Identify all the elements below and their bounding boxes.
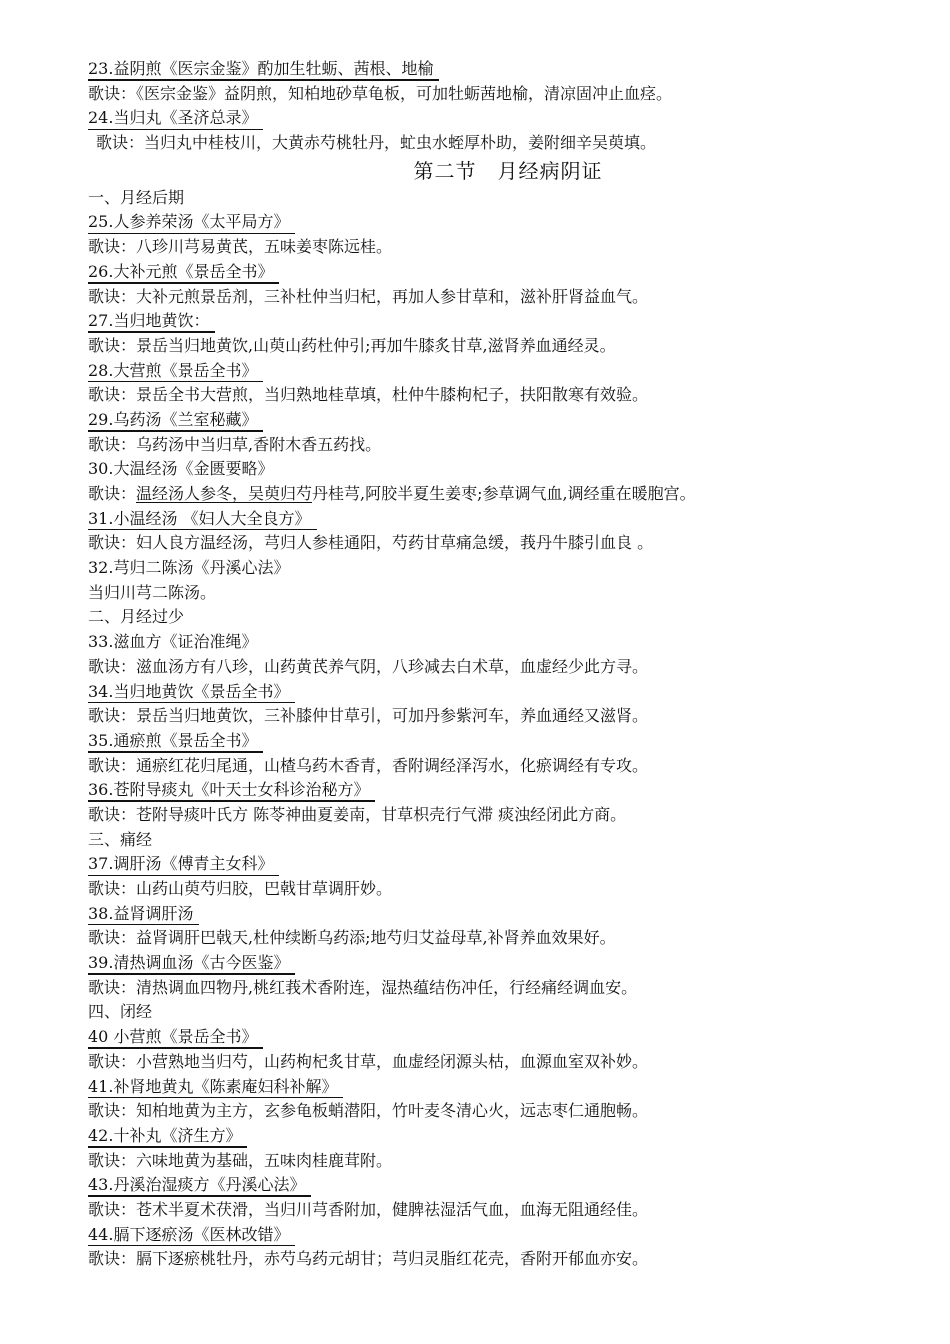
formula-title: 27.当归地黄饮： [88,309,215,334]
formula-title: 39.清热调血汤《古今医鉴》 [88,951,295,976]
formula-title-line [88,630,928,655]
formula-title-line [88,1124,928,1149]
formula-verse: 歌诀：小营熟地当归芍，山药枸杞炙甘草，血虚经闭源头枯，血源血室双补妙。 [88,1051,649,1071]
formula-title-line [88,408,928,433]
formula-title: 四、闭经 [88,1002,153,1022]
formula-title: 28.大营煎《景岳全书》 [88,359,263,384]
formula-verse: 歌诀：景岳当归地黄饮，三补膝仲甘草引，可加丹参紫河车，养血通经又滋肾。 [88,706,649,726]
formula-verse: 歌诀：膈下逐瘀桃牡丹，赤芍乌药元胡甘；芎归灵脂红花壳，香附开郁血亦安。 [88,1249,649,1269]
formula-title: 40 小营煎《景岳全书》 [88,1025,263,1050]
section-heading: 第二节 月经病阴证 [413,158,603,183]
formula-title: 32.芎归二陈汤《丹溪心法》 [88,558,290,578]
formula-verse: 歌诀：《医宗金鉴》益阴煎，知柏地砂草龟板，可加牡蛎茜地榆，清凉固冲止血痉。 [88,83,673,103]
formula-title-line [88,1173,928,1198]
formula-list-top [88,57,928,156]
formula-title: 23.益阴煎《医宗金鉴》酌加生牡蛎、茜根、地榆 [88,57,439,82]
formula-verse: 歌诀：清热调血四物丹,桃红莪术香附连，湿热蕴结伤冲任，行经痛经调血安。 [88,977,638,997]
formula-verse [88,482,928,507]
formula-list [88,186,928,1272]
formula-title: 42.十补丸《济生方》 [88,1124,247,1149]
document-page [88,57,928,1272]
formula-title: 34.当归地黄饮《景岳全书》 [88,680,295,705]
formula-title-line [88,507,928,532]
formula-verse: 歌诀：大补元煎景岳剂，三补杜仲当归杞，再加人参甘草和，滋补肝肾益血气。 [88,286,649,306]
formula-title-line [88,729,928,754]
formula-title-line [88,186,928,211]
formula-title: 30.大温经汤《金匮要略》 [88,459,274,479]
formula-verse: 歌诀：景岳当归地黄饮,山萸山药杜仲引;再加牛膝炙甘草,滋肾养血通经灵。 [88,335,616,355]
formula-title-line [88,457,928,482]
formula-title: 41.补肾地黄丸《陈素庵妇科补解》 [88,1075,343,1100]
formula-title-line [88,951,928,976]
formula-title-line [88,1223,928,1248]
verse-underlined: 温经汤人参冬，吴萸归芍 [136,484,313,503]
formula-title: 43.丹溪治湿痰方《丹溪心法》 [88,1173,311,1198]
formula-title-line [88,556,928,581]
formula-title-line [88,1075,928,1100]
formula-title-line [88,57,928,82]
formula-title-line [88,778,928,803]
formula-title-line [88,902,928,927]
formula-title: 44.膈下逐瘀汤《医林改错》 [88,1223,295,1248]
formula-verse: 歌诀：景岳全书大营煎，当归熟地桂草填，杜仲牛膝枸杞子，扶阳散寒有效验。 [88,385,649,405]
formula-verse: 歌诀：当归丸中桂枝川，大黄赤芍桃牡丹，虻虫水蛭厚朴助，姜附细辛吴萸填。 [96,133,657,153]
formula-title: 三、痛经 [88,829,153,849]
formula-verse: 歌诀：乌药汤中当归草,香附木香五药找。 [88,434,382,454]
formula-title-line [88,852,928,877]
formula-verse: 歌诀：滋血汤方有八珍，山药黄芪养气阴，八珍减去白术草，血虚经少此方寻。 [88,656,649,676]
formula-title: 24.当归丸《圣济总录》 [88,106,263,131]
formula-verse: 歌诀：六味地黄为基础，五味肉桂鹿茸附。 [88,1150,393,1170]
formula-title: 31.小温经汤 《妇人大全良方》 [88,507,317,532]
formula-title-line [88,106,928,131]
formula-title: 一、月经后期 [88,187,185,207]
formula-title: 25.人参养荣汤《太平局方》 [88,210,295,235]
formula-title-line [88,359,928,384]
formula-title-line [88,210,928,235]
formula-title: 35.通瘀煎《景岳全书》 [88,729,263,754]
verse-text: 歌诀： [88,484,137,503]
formula-verse: 歌诀：知柏地黄为主方，玄参龟板蛸潜阳，竹叶麦冬清心火，远志枣仁通胞畅。 [88,1101,649,1121]
formula-title: 29.乌药汤《兰室秘藏》 [88,408,263,433]
formula-title-line [88,680,928,705]
formula-title: 37.调肝汤《傅青主女科》 [88,852,279,877]
formula-verse: 歌诀：苍附导痰叶氏方 陈苓神曲夏姜南，甘草枳壳行气滞 痰浊经闭此方商。 [88,804,627,824]
formula-title-line [88,605,928,630]
formula-title: 38.益肾调肝汤 [88,902,199,927]
formula-verse: 歌诀：妇人良方温经汤，芎归人参桂通阳，芍药甘草痛急缓，莪丹牛膝引血良 。 [88,533,654,553]
formula-verse: 歌诀：通瘀红花归尾通，山楂乌药木香青，香附调经泽泻水，化瘀调经有专攻。 [88,755,649,775]
formula-title-line [88,1025,928,1050]
formula-verse: 歌诀：八珍川芎易黄芪，五味姜枣陈远桂。 [88,237,393,257]
formula-title-line [88,828,928,853]
formula-title: 33.滋血方《证治准绳》 [88,632,258,652]
formula-title-line [88,1000,928,1025]
formula-verse: 歌诀：山药山萸芍归胶，巴戟甘草调肝妙。 [88,879,393,898]
formula-verse: 歌诀：苍术半夏术茯滑，当归川芎香附加，健脾祛湿活气血，血海无阻通经佳。 [88,1199,649,1219]
formula-title: 二、月经过少 [88,607,185,627]
formula-title: 36.苍附导痰丸《叶天士女科诊治秘方》 [88,778,375,803]
formula-verse: 歌诀：益肾调肝巴戟天,杜仲续断乌药添;地芍归艾益母草,补肾养血效果好。 [88,928,616,948]
formula-title-line [88,309,928,334]
formula-title: 26.大补元煎《景岳全书》 [88,260,279,285]
verse-text: 丹桂芎,阿胶半夏生姜枣;参草调气血,调经重在暖胞宫。 [312,484,696,503]
formula-verse: 当归川芎二陈汤。 [88,582,217,602]
formula-title-line [88,260,928,285]
